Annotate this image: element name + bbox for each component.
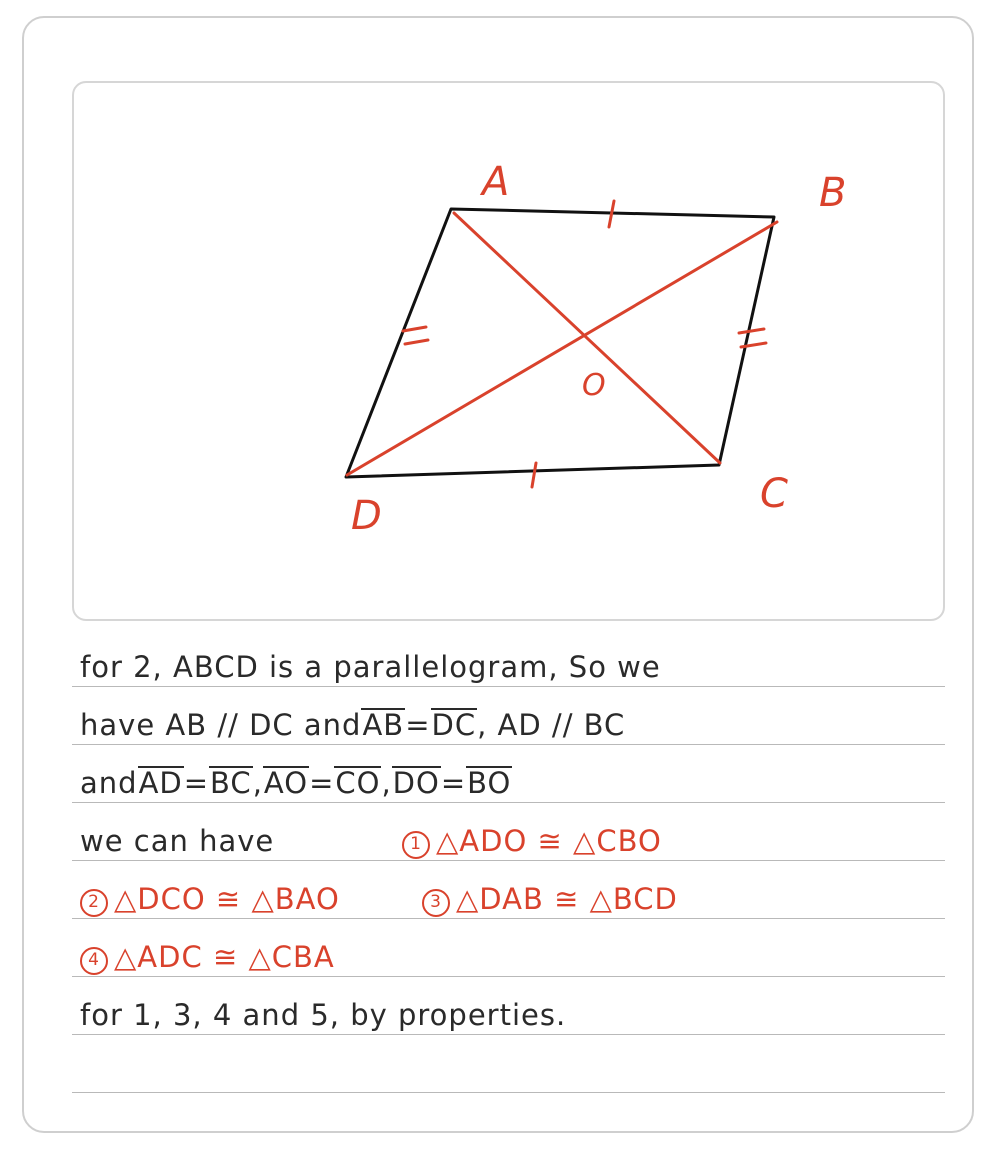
note-text: we can have xyxy=(80,824,275,858)
note-line-2 xyxy=(80,708,625,742)
note-rule xyxy=(72,1034,945,1035)
note-text: have AB // DC and xyxy=(80,708,362,742)
notebook-page xyxy=(22,16,974,1133)
vertex-label-b: B xyxy=(819,170,847,216)
note-line-6 xyxy=(80,940,335,975)
note-rule xyxy=(72,744,945,745)
item-number-badge: 1 xyxy=(402,831,430,859)
vertex-label-a: A xyxy=(482,159,510,205)
note-line-3 xyxy=(80,766,512,800)
figure-card xyxy=(72,81,945,621)
note-line-4b xyxy=(402,824,662,859)
tick-marks xyxy=(403,201,766,487)
note-line-7 xyxy=(80,998,566,1032)
item-number-badge: 2 xyxy=(80,889,108,917)
handwritten-notes xyxy=(72,630,945,1100)
note-text: △DCO ≅ △BAO xyxy=(114,882,340,916)
note-text: △DAB ≅ △BCD xyxy=(456,882,678,916)
parallelogram-diagram xyxy=(74,83,943,619)
segment-notation: AD xyxy=(138,766,183,800)
vertex-label-c: C xyxy=(760,471,788,517)
note-line-4 xyxy=(80,824,274,858)
note-text: , AD // BC xyxy=(477,708,626,742)
segment-notation: AB xyxy=(362,708,405,742)
note-text: = xyxy=(440,766,467,800)
segment-notation: DC xyxy=(431,708,477,742)
note-line-5b xyxy=(422,882,678,917)
note-rule xyxy=(72,686,945,687)
note-text: for 2, ABCD is a parallelogram, So we xyxy=(80,650,661,684)
note-text: △ADO ≅ △CBO xyxy=(436,824,662,858)
note-rule xyxy=(72,1092,945,1093)
note-line-5 xyxy=(80,882,340,917)
vertex-label-d: D xyxy=(351,493,382,539)
note-text: = xyxy=(183,766,210,800)
center-label-o: O xyxy=(582,368,606,403)
note-text: , xyxy=(381,766,392,800)
note-text: for 1, 3, 4 and 5, by properties. xyxy=(80,998,567,1032)
note-text: △ADC ≅ △CBA xyxy=(114,940,335,974)
item-number-badge: 4 xyxy=(80,947,108,975)
item-number-badge: 3 xyxy=(422,889,450,917)
segment-notation: BO xyxy=(467,766,512,800)
note-rule xyxy=(72,918,945,919)
segment-notation: CO xyxy=(335,766,381,800)
note-rule xyxy=(72,860,945,861)
note-text: , xyxy=(252,766,263,800)
segment-notation: DO xyxy=(392,766,440,800)
note-text: = xyxy=(405,708,431,742)
note-line-1 xyxy=(80,650,661,684)
note-rule xyxy=(72,802,945,803)
segment-notation: BC xyxy=(210,766,252,800)
note-rule xyxy=(72,976,945,977)
note-text: = xyxy=(309,766,335,800)
segment-notation: AO xyxy=(263,766,309,800)
note-text: and xyxy=(80,766,138,800)
